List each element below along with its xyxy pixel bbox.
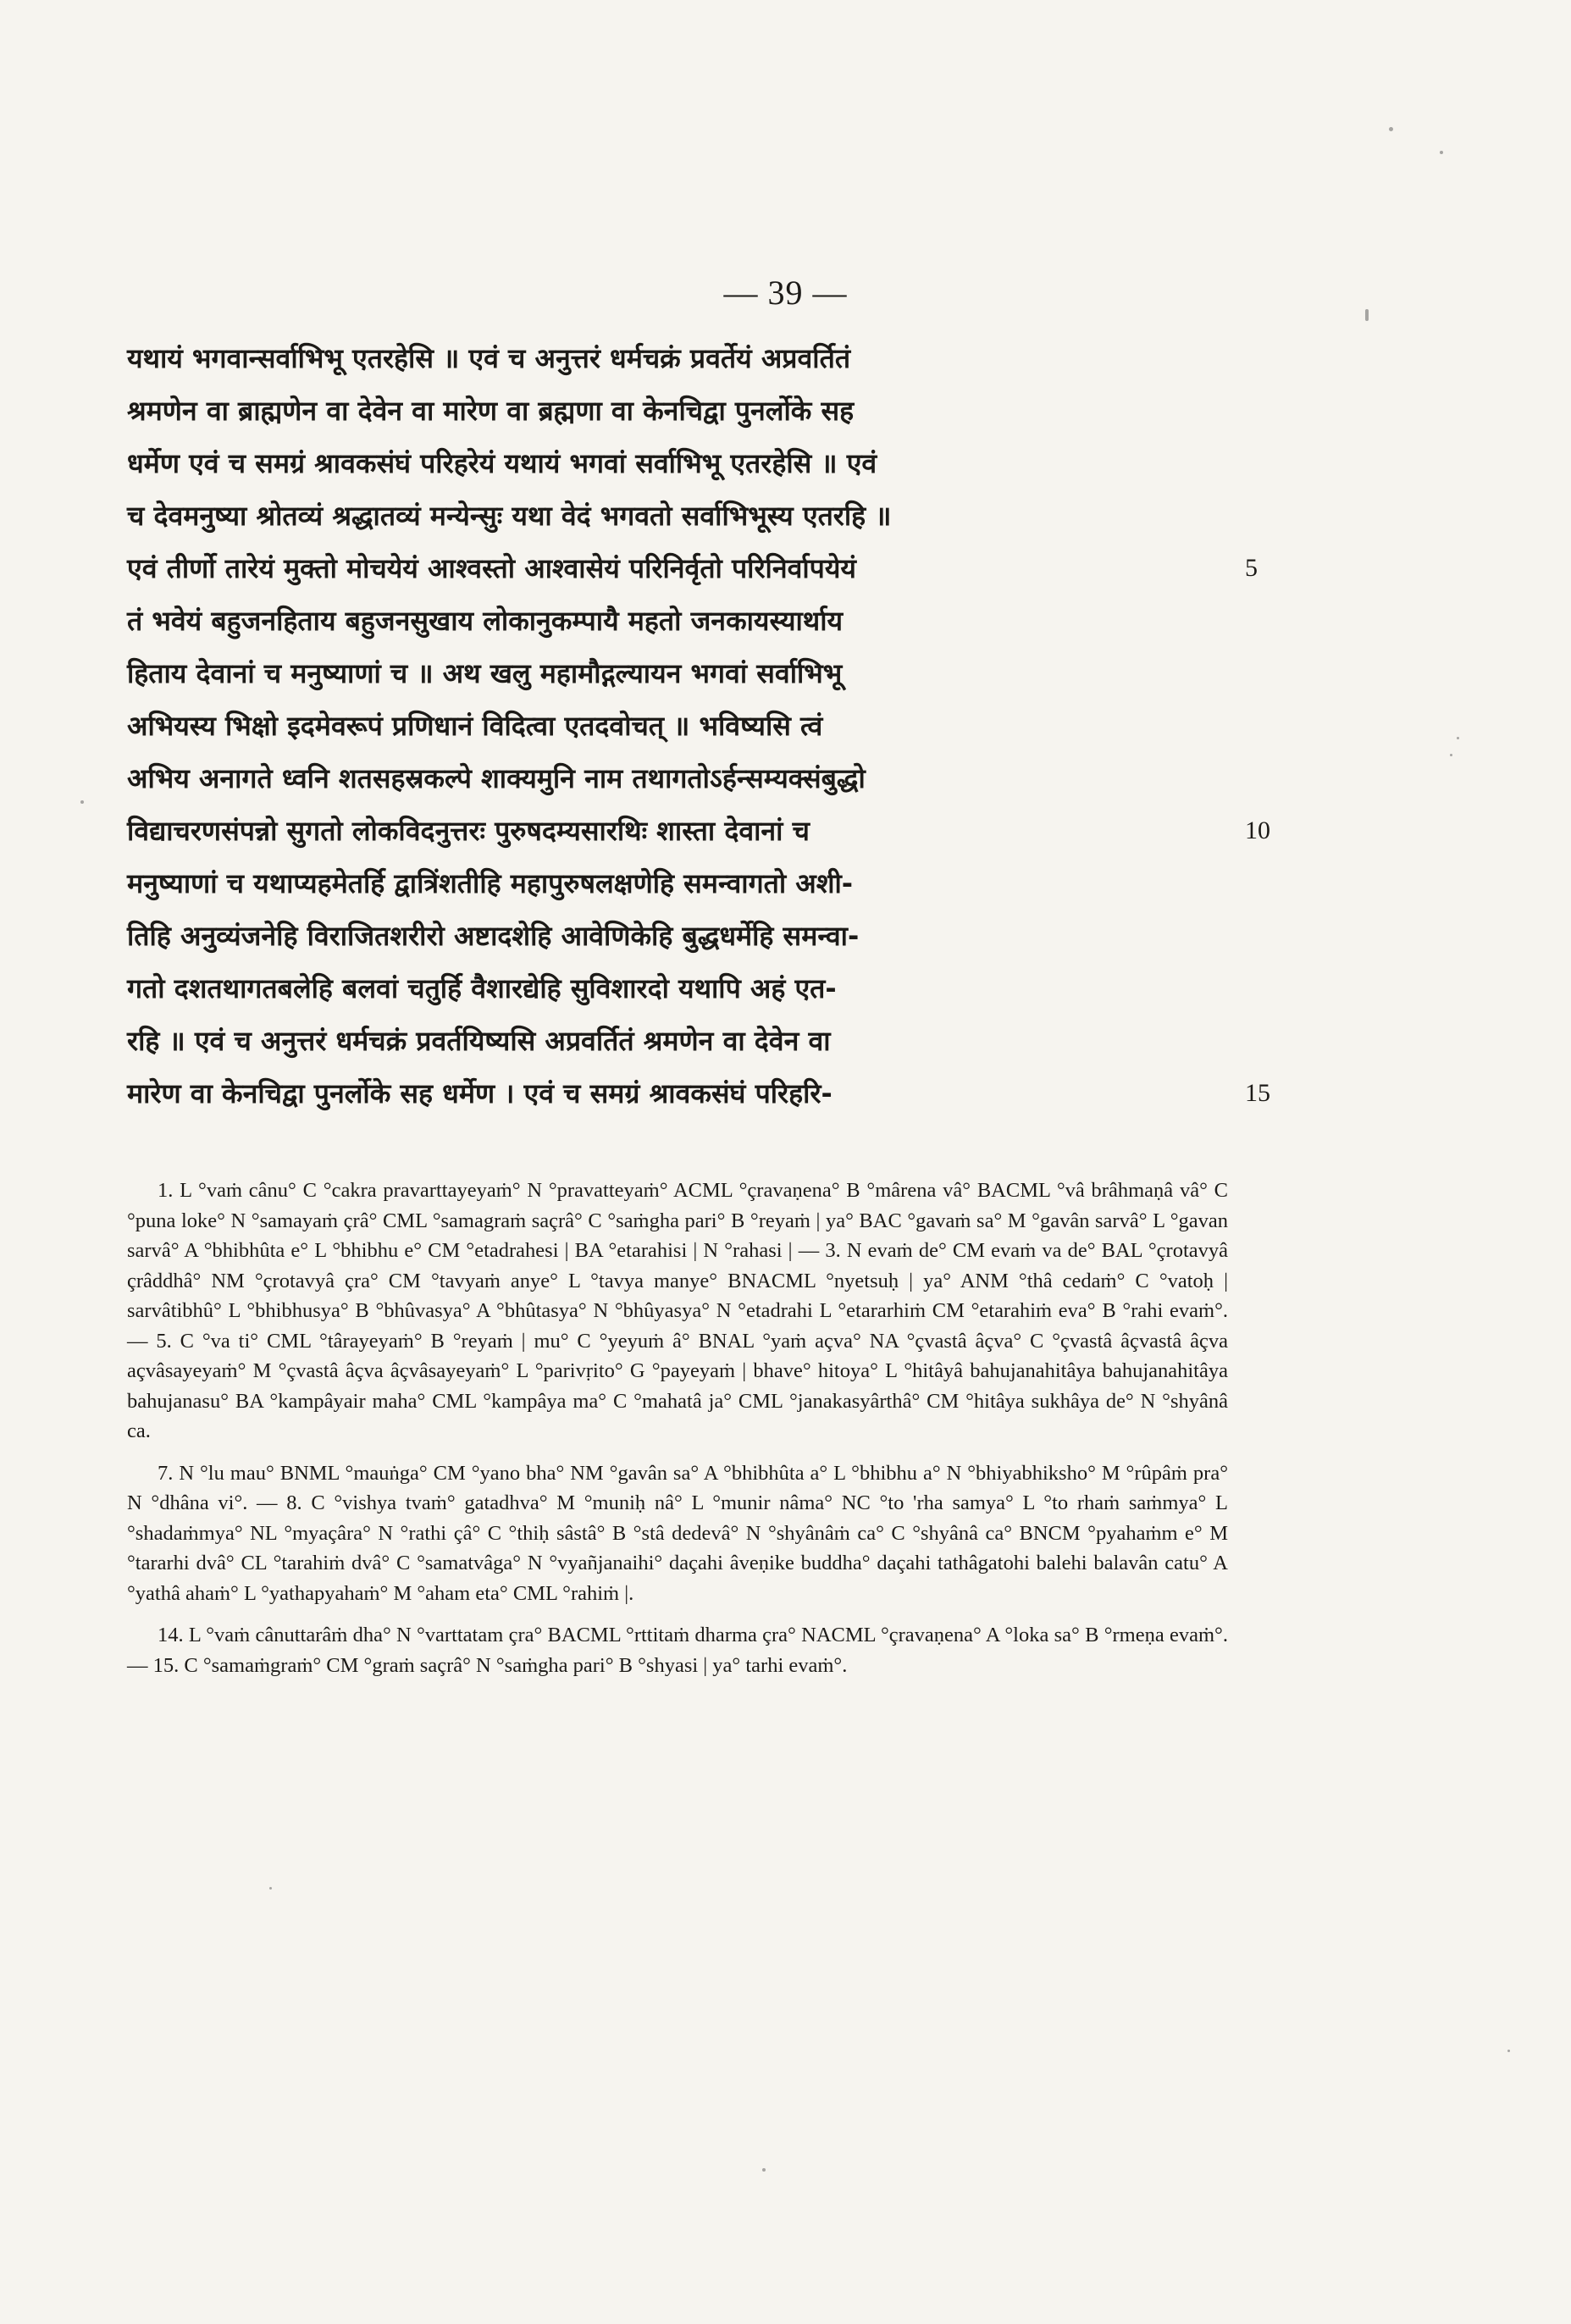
sanskrit-line: विद्याचरणसंपन्नो सुगतो लोकविदनुत्तरः पुरुषदम्यसारथिः शास्ता देवानां च 10 — [127, 805, 1228, 857]
sanskrit-line: श्रमणेन वा ब्राह्मणेन वा देवेन वा मारेण वा ब्रह्मणा वा केनचिद्वा पुनर्लोके सह — [127, 395, 855, 427]
scan-speck — [762, 2168, 766, 2172]
sanskrit-line: एवं तीर्णो तारेयं मुक्तो मोचयेयं आश्वस्तो आश्वासेयं परिनिर्वृतो परिनिर्वापयेयं 5 — [127, 542, 1228, 595]
sanskrit-line: अभिय अनागते ध्वनि शतसहस्रकल्पे शाक्यमुनि नाम तथागतोऽर्हन्सम्यक्संबुद्धो — [127, 762, 866, 794]
scan-speck — [1365, 309, 1369, 321]
sanskrit-line: गतो दशतथागतबलेहि बलवां चतुर्हि वैशारद्येहि सुविशारदो यथापि अहं एत- — [127, 972, 837, 1004]
line-number: 10 — [1245, 816, 1270, 844]
sanskrit-line: यथायं भगवान्सर्वाभिभू एतरहेसि ॥ एवं च अनुत्तरं धर्मचक्रं प्रवर्तेयं अप्रवर्तितं — [127, 342, 851, 374]
sanskrit-line: हिताय देवानां च मनुष्याणां च ॥ अथ खलु महामौद्गल्यायन भगवां सर्वाभिभू — [127, 657, 843, 689]
critical-apparatus-notes — [127, 1176, 1228, 1692]
line-number: 5 — [1245, 554, 1258, 582]
sanskrit-line: च देवमनुष्या श्रोतव्यं श्रद्धातव्यं मन्येन्सुः यथा वेदं भगवतो सर्वाभिभूस्य एतरहि ॥ — [127, 500, 892, 532]
note-paragraph: 7. N °lu mau° BNML °mauṅga° CM °yano bha° NM °gavân sa° A °bhibhûta a° L °bhibhu a° N °bhiyabhiksho° M °rûpâṁ pra° N °dhâna vi°. — 8. C °vishya tvaṁ° gatadhva° M °muniḥ nâ° L °munir nâma° NC °to 'rha samya° L °to rhaṁ saṁmya° L °shadaṁmya° NL °myaçâra° N °rathi çâ° C °thiḥ sâstâ° B °stâ dedevâ° N °shyânâṁ ca° C °shyânâ ca° BNCM °pyahaṁm e° M °tararhi dvâ° CL °tarahiṁ dvâ° C °samatvâga° N °vyañjanaihi° daçahi âveṇike buddha° daçahi tathâgatohi balehi balavân catu° A °yathâ ahaṁ° L °yathapyahaṁ° M °aham eta° CML °rahiṁ |. — [127, 1461, 1228, 1605]
note-paragraph: 1. L °vaṁ cânu° C °cakra pravarttayeyaṁ° N °pravatteyaṁ° ACML °çravaṇena° B °mârena vâ° BACML °vâ brâhmaṇâ vâ° C °puna loke° N °samayaṁ çrâ° CML °samagraṁ saçrâ° C °saṁgha pari° B °reyaṁ | ya° BAC °gavaṁ sa° M °gavân sarvâ° L °gavan sarvâ° A °bhibhûta e° L °bhibhu e° CM °etadrahesi | BA °etarahisi | N °rahasi | — 3. N evaṁ de° CM evaṁ va de° BAL °çrotavyâ çrâddhâ° NM °çrotavyâ çra° CM °tavyaṁ anye° L °tavya manye° BNACML °nyetsuḥ | ya° ANM °thâ cedaṁ° C °vatoḥ | sarvâtibhû° L °bhibhusya° B °bhûvasya° A °bhûtasya° N °bhûyasya° N °etadrahi L °etararhiṁ CM °etarahiṁ eva° B °rahi evaṁ°. — 5. C °va ti° CML °târayeyaṁ° B °reyaṁ | mu° C °yeyuṁ â° BNAL °yaṁ açva° NA °çvastâ âçva° C °çvastâ âçvastâ âçva açvâsayeyaṁ° M °çvastâ âçva âçvâsayeyaṁ° L °parivṛito° G °payeyaṁ | bhave° hitoya° L °hitâyâ bahujanahitâya bahujanahitâya bahujanasu° BA °kampâyair maha° CML °kampâya ma° C °mahatâ ja° CML °janakasyârthâ° CM °hitâya sukhâya de° N °shyânâ ca. — [127, 1179, 1228, 1442]
sanskrit-line: तं भवेयं बहुजनहिताय बहुजनसुखाय लोकानुकम्पायै महतो जनकायस्यार्थाय — [127, 605, 844, 637]
sanskrit-line: मारेण वा केनचिद्वा पुनर्लोके सह धर्मेण । एवं च समग्रं श्रावकसंघं परिहरि- 15 — [127, 1067, 1228, 1120]
scan-speck — [1389, 127, 1393, 131]
page-number: — 39 — — [723, 274, 848, 312]
scan-speck — [1440, 151, 1443, 154]
sanskrit-line: मनुष्याणां च यथाप्यहमेतर्हि द्वात्रिंशतीहि महापुरुषलक्षणेहि समन्वागतो अशी- — [127, 867, 854, 899]
sanskrit-text-block — [127, 332, 1270, 1120]
sanskrit-line: धर्मेण एवं च समग्रं श्रावकसंघं परिहरेयं यथायं भगवां सर्वाभिभू एतरहेसि ॥ एवं — [127, 447, 877, 479]
scan-speck — [1450, 754, 1452, 756]
sanskrit-line: रहि ॥ एवं च अनुत्तरं धर्मचक्रं प्रवर्तयिष्यसि अप्रवर्तितं श्रमणेन वा देवेन वा — [127, 1025, 831, 1057]
sanskrit-line: तिहि अनुव्यंजनेहि विराजितशरीरो अष्टादशेहि आवेणिकेहि बुद्धधर्मेहि समन्वा- — [127, 920, 860, 952]
scan-speck — [1507, 2050, 1510, 2052]
note-paragraph: 14. L °vaṁ cânuttarâṁ dha° N °varttatam çra° BACML °rttitaṁ dharma çra° NACML °çravaṇena° A °loka sa° B °rmeṇa evaṁ°. — 15. C °samaṁgraṁ° CM °graṁ saçrâ° N °saṁgha pari° B °shyasi | ya° tarhi evaṁ°. — [127, 1624, 1228, 1677]
scan-speck — [269, 1887, 272, 1890]
sanskrit-line: अभियस्य भिक्षो इदमेवरूपं प्रणिधानं विदित्वा एतदवोचत् ॥ भविष्यसि त्वं — [127, 710, 823, 742]
scan-speck — [80, 800, 84, 804]
scan-speck — [1457, 737, 1459, 739]
line-number: 15 — [1245, 1079, 1270, 1107]
